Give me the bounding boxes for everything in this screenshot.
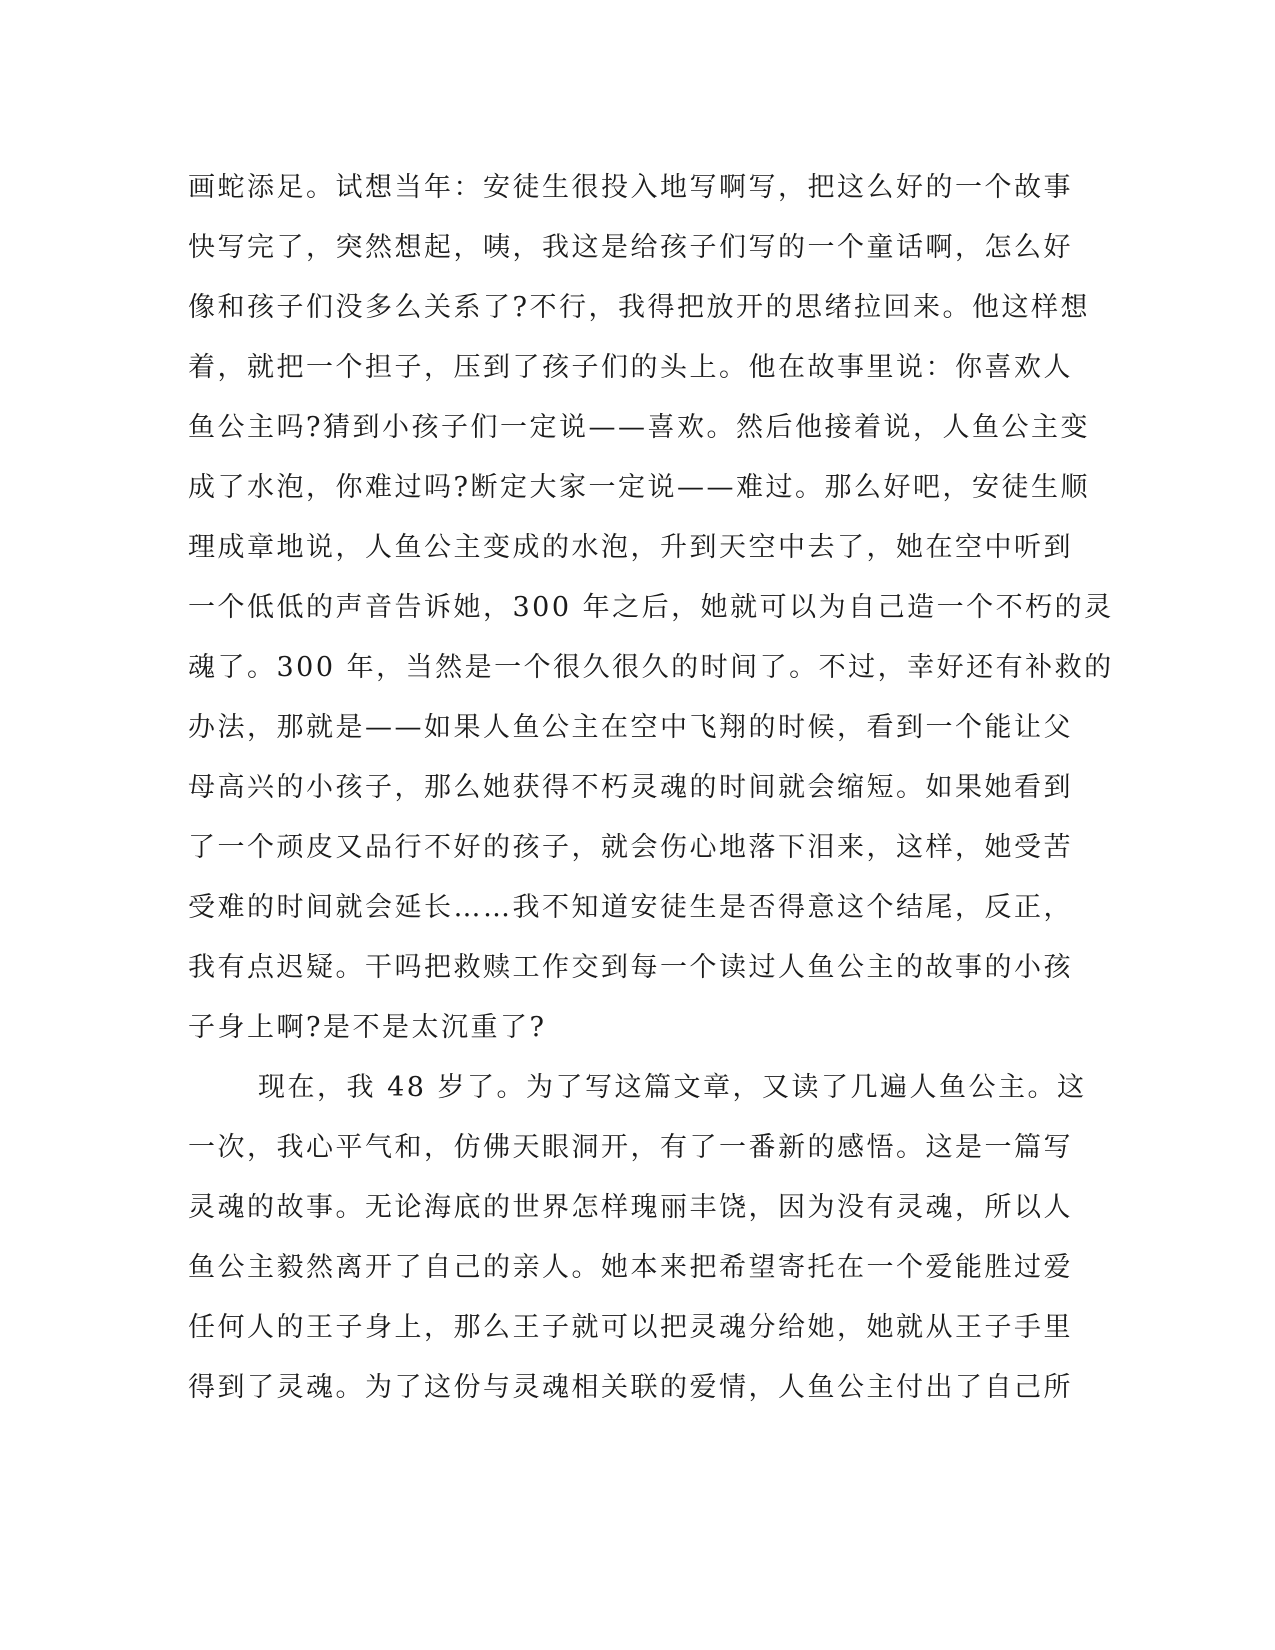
text-line: 子身上啊?是不是太沉重了? (188, 1012, 547, 1043)
text-line: 任何人的王子身上，那么王子就可以把灵魂分给她，她就从王子手里 (188, 1312, 1073, 1343)
text-line: 母高兴的小孩子，那么她获得不朽灵魂的时间就会缩短。如果她看到 (188, 772, 1073, 803)
text-line: 灵魂的故事。无论海底的世界怎样瑰丽丰饶，因为没有灵魂，所以人 (188, 1192, 1073, 1223)
text-line: 着，就把一个担子，压到了孩子们的头上。他在故事里说：你喜欢人 (188, 352, 1073, 383)
text-line: 了一个顽皮又品行不好的孩子，就会伤心地落下泪来，这样，她受苦 (188, 832, 1073, 863)
text-line: 魂了。300 年，当然是一个很久很久的时间了。不过，幸好还有补救的 (188, 652, 1114, 683)
text-line: 一次，我心平气和，仿佛天眼洞开，有了一番新的感悟。这是一篇写 (188, 1132, 1073, 1163)
text-line: 理成章地说，人鱼公主变成的水泡，升到天空中去了，她在空中听到 (188, 532, 1073, 563)
text-line: 鱼公主吗?猜到小孩子们一定说——喜欢。然后他接着说，人鱼公主变 (188, 412, 1090, 443)
text-line: 得到了灵魂。为了这份与灵魂相关联的爱情，人鱼公主付出了自己所 (188, 1372, 1073, 1403)
text-line: 受难的时间就会延长……我不知道安徒生是否得意这个结尾，反正， (188, 892, 1073, 923)
text-line: 快写完了，突然想起，咦，我这是给孩子们写的一个童话啊，怎么好 (188, 232, 1073, 263)
text-line: 办法，那就是——如果人鱼公主在空中飞翔的时候，看到一个能让父 (188, 712, 1073, 743)
text-line: 鱼公主毅然离开了自己的亲人。她本来把希望寄托在一个爱能胜过爱 (188, 1252, 1073, 1283)
text-line: 一个低低的声音告诉她，300 年之后，她就可以为自己造一个不朽的灵 (188, 592, 1114, 623)
text-line: 成了水泡，你难过吗?断定大家一定说——难过。那么好吧，安徒生顺 (188, 472, 1090, 503)
text-line: 像和孩子们没多么关系了?不行，我得把放开的思绪拉回来。他这样想 (188, 292, 1090, 323)
text-line: 画蛇添足。试想当年：安徒生很投入地写啊写，把这么好的一个故事 (188, 172, 1073, 203)
text-line: 现在，我 48 岁了。为了写这篇文章，又读了几遍人鱼公主。这 (258, 1072, 1087, 1103)
text-line: 我有点迟疑。干吗把救赎工作交到每一个读过人鱼公主的故事的小孩 (188, 952, 1073, 983)
